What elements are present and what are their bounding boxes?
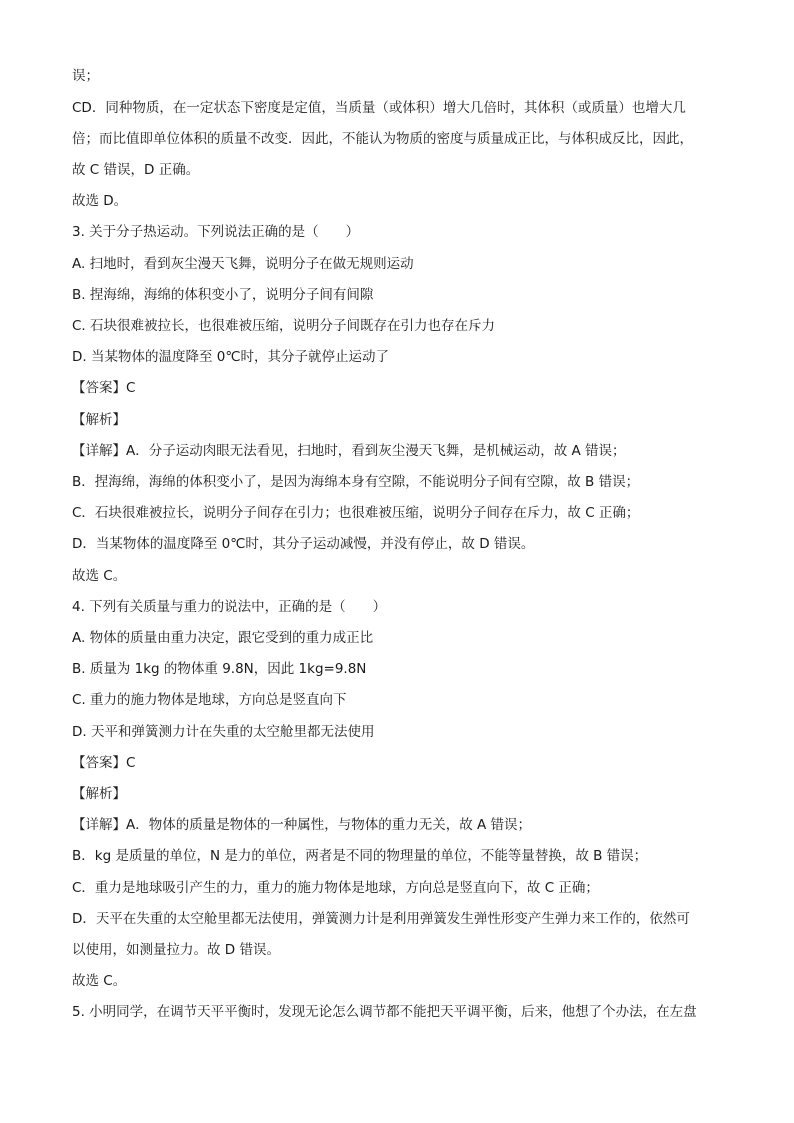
text-line: 误；	[72, 68, 99, 84]
text-line: 故选 C。	[72, 973, 127, 989]
text-line: 故 C 错误，D 正确。	[72, 162, 200, 178]
text-line: CD．同种物质，在一定状态下密度是定值，当质量（或体积）增大几倍时，其体积（或质量）也增大几	[72, 100, 686, 116]
question-stem: 4. 下列有关质量与重力的说法中，正确的是（ ）	[72, 599, 387, 615]
text-line: 以使用，如测量拉力。故 D 错误。	[72, 942, 280, 958]
question-stem: 5. 小明同学，在调节天平平衡时，发现无论怎么调节都不能把天平调平衡，后来，他想了个办法，在左盘	[72, 1004, 697, 1020]
text-line: 【详解】A．物体的质量是物体的一种属性，与物体的重力无关，故 A 错误；	[72, 817, 532, 833]
text-line: B．kg 是质量的单位，N 是力的单位，两者是不同的物理量的单位，不能等量替换，故 B 错误；	[72, 848, 648, 864]
analysis-label: 【解析】	[72, 412, 126, 428]
text-line: C．重力是地球吸引产生的力，重力的施力物体是地球，方向总是竖直向下，故 C 正确；	[72, 880, 599, 896]
option-a: A. 扫地时，看到灰尘漫天飞舞，说明分子在做无规则运动	[72, 256, 414, 272]
option-d: D. 天平和弹簧测力计在失重的太空舱里都无法使用	[72, 724, 375, 740]
answer-label: 【答案】C	[72, 755, 136, 771]
option-b: B. 质量为 1kg 的物体重 9.8N，因此 1kg=9.8N	[72, 661, 367, 677]
text-line: C．石块很难被拉长，说明分子间存在引力；也很难被压缩，说明分子间存在斥力，故 C 正确；	[72, 505, 640, 521]
option-a: A. 物体的质量由重力决定，跟它受到的重力成正比	[72, 630, 374, 646]
text-line: 【详解】A．分子运动肉眼无法看见，扫地时，看到灰尘漫天飞舞，是机械运动，故 A 错误；	[72, 443, 626, 459]
option-d: D. 当某物体的温度降至 0℃时，其分子就停止运动了	[72, 349, 390, 365]
answer-label: 【答案】C	[72, 380, 136, 396]
text-line: B．捏海绵，海绵的体积变小了，是因为海绵本身有空隙，不能说明分子间有空隙，故 B 错误；	[72, 474, 640, 490]
text-line: 故选 C。	[72, 568, 127, 584]
analysis-label: 【解析】	[72, 786, 126, 802]
text-line: 故选 D。	[72, 193, 128, 209]
question-stem: 3. 关于分子热运动。下列说法正确的是（ ）	[72, 224, 360, 240]
text-line: D．当某物体的温度降至 0℃时，其分子运动减慢，并没有停止，故 D 错误。	[72, 536, 535, 552]
text-line: 倍；而比值即单位体积的质量不改变．因此，不能认为物质的密度与质量成正比，与体积成反比，因此，	[72, 131, 693, 147]
option-c: C. 石块很难被拉长，也很难被压缩，说明分子间既存在引力也存在斥力	[72, 318, 496, 334]
text-line: D．天平在失重的太空舱里都无法使用，弹簧测力计是利用弹簧发生弹性形变产生弹力来工作的，依然可	[72, 911, 690, 927]
option-b: B. 捏海绵，海绵的体积变小了，说明分子间有间隙	[72, 287, 374, 303]
option-c: C. 重力的施力物体是地球，方向总是竖直向下	[72, 692, 347, 708]
